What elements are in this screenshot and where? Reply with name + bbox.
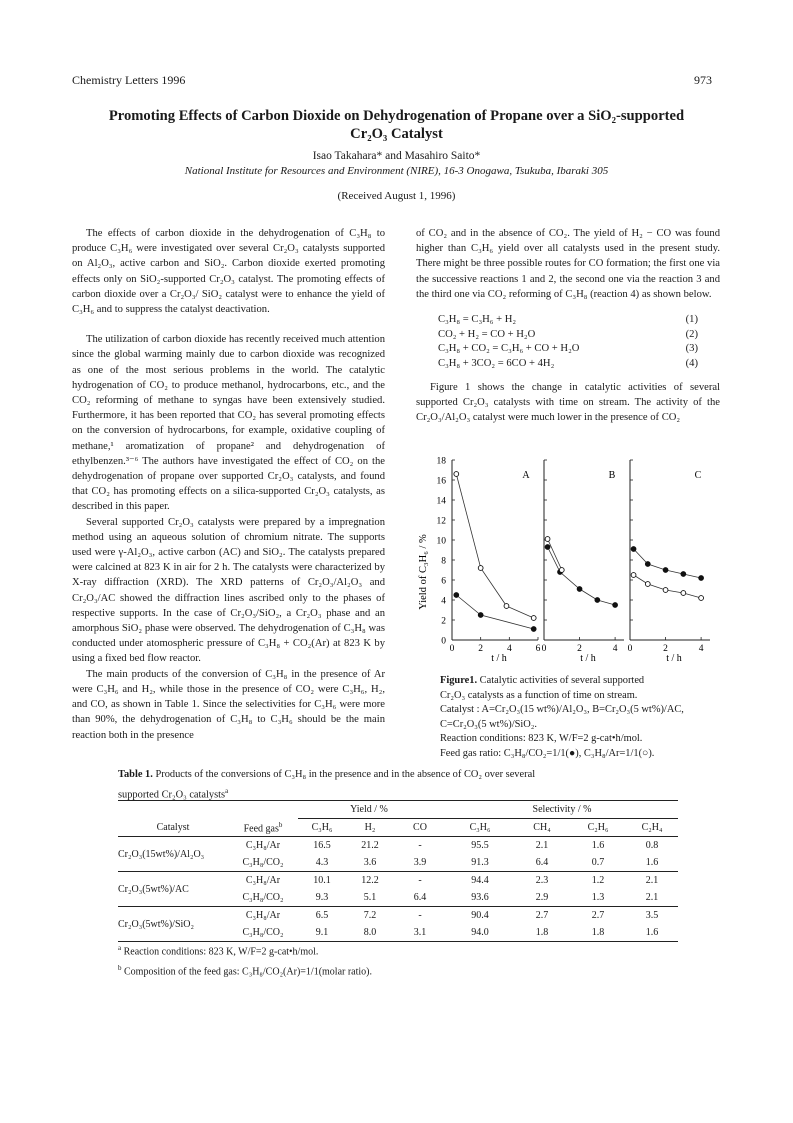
series-line <box>548 539 562 570</box>
data-point-filled <box>699 576 704 581</box>
table-caption-line: supported Cr₂O₃ catalysts <box>118 789 226 801</box>
feed-gas-cell: C₃H₈/Ar <box>245 910 281 921</box>
data-point-filled <box>613 603 618 608</box>
data-point-filled <box>454 593 459 598</box>
y-tick-label: 16 <box>436 476 446 487</box>
data-point-filled <box>478 613 483 618</box>
data-point-filled <box>663 568 668 573</box>
table-column-header-row <box>118 819 678 837</box>
data-point-open <box>645 582 650 587</box>
column-header: CO <box>413 822 427 833</box>
value-cell: 2.7 <box>535 910 549 921</box>
page-number: 973 <box>694 73 712 87</box>
y-tick-label: 18 <box>436 456 446 467</box>
catalyst-column-header: Catalyst <box>156 821 190 833</box>
value-cell: 1.2 <box>591 875 605 886</box>
value-cell: 1.6 <box>645 927 659 938</box>
feed-gas-cell: C₃H₈/Ar <box>245 840 281 851</box>
data-point-filled <box>577 587 582 592</box>
feed-gas-cell: C₃H₈/Ar <box>245 875 281 886</box>
value-cell: 94.0 <box>471 927 489 938</box>
value-cell: 21.2 <box>361 840 379 851</box>
table-caption-line: Products of the conversions of C₃H₈ in the presence and in the absence of CO₂ over several <box>155 769 536 780</box>
value-cell: 3.9 <box>413 857 427 868</box>
figure-1-chart <box>410 452 720 674</box>
feed-column-header: Feed gas$^b$ <box>243 820 283 834</box>
paper-title <box>60 107 733 143</box>
value-cell: - <box>418 910 422 921</box>
data-point-open <box>559 568 564 573</box>
value-cell: 7.2 <box>363 910 377 921</box>
y-tick-label: 0 <box>441 636 446 647</box>
data-point-filled <box>545 545 550 550</box>
x-tick-label: 0 <box>449 644 455 654</box>
journal-name: Chemistry Letters 1996 <box>72 73 186 87</box>
column-header: H₂ <box>364 822 376 833</box>
received-date: (Received August 1, 1996) <box>337 190 456 202</box>
figure-caption <box>440 674 730 761</box>
x-axis-label: t / h <box>491 653 507 664</box>
chart-panel-a <box>450 460 541 664</box>
y-tick-label: 10 <box>436 536 446 547</box>
panel-label: C <box>694 470 702 481</box>
value-cell: 2.7 <box>591 910 605 921</box>
equation-text: C₃H₈ + 3CO₂ = 6CO + 4H₂ <box>438 358 555 370</box>
y-tick-label: 8 <box>441 556 446 567</box>
catalyst-cell: Cr₂O₃(5wt%)/AC <box>118 883 189 895</box>
value-cell: 90.4 <box>471 910 489 921</box>
data-point-open <box>531 616 536 621</box>
series-line <box>634 575 702 598</box>
catalyst-cell: Cr₂O₃(5wt%)/SiO₂ <box>118 918 195 930</box>
value-cell: 4.3 <box>315 857 329 868</box>
caption-line: Catalyst : A=Cr₂O₃(15 wt%)/Al₂O₃, B=Cr₂O₃(5 wt%)/AC, <box>440 704 684 715</box>
data-point-filled <box>531 627 536 632</box>
equation-row <box>438 312 698 327</box>
value-cell: 1.6 <box>591 840 605 851</box>
right-paragraph-2: Figure 1 shows the change in catalytic activities of several supported Cr₂O₃ catalysts with time on stream. The activity of the Cr₂O₃/Al₂O₃ catalyst were much lower in the presence of CO₂ <box>416 381 720 424</box>
value-cell: 1.8 <box>591 927 605 938</box>
equation-number: (1) <box>685 314 698 326</box>
results-table-body <box>118 800 678 942</box>
table-caption <box>118 766 535 803</box>
x-tick-label: 4 <box>698 644 704 654</box>
value-cell: 2.1 <box>645 875 659 886</box>
caption-line: C=Cr₂O₃(5 wt%)/SiO₂. <box>440 718 537 730</box>
methods-paragraph: Several supported Cr₂O₃ catalysts were prepared by a impregnation method using an aqueous solution of chromium nitrate. The supports used were γ-Al₂O₃, active carbon (AC) and SiO₂. The catalysts prepared were calcined at 823 K in air for 2 h. The catalysts were characterized by X-ray diffraction (XRD). The XRD patterns of Cr₂O₃/Al₂O₃ and Cr₂O₃/AC showed the diffraction lines ascribed only to the phases of respective supports. In the case of Cr₂O₃/SiO₂, a Cr₂O₃ phase and an amorphous SiO₂ phase were observed. The dehydrogenation of C₃H₈ was conducted under atomospheric pressure of C₃H₈ + CO₂(Ar) at 823 K by using a fixed bed flow reactor. <box>72 516 385 665</box>
column-header: C₃H₆ <box>469 822 491 833</box>
caption-line: Catalytic activities of several supported <box>479 675 645 686</box>
title-line-2: Cr₂O₃ Catalyst <box>350 126 443 142</box>
value-cell: 6.4 <box>413 892 427 903</box>
value-cell: 3.1 <box>413 927 427 938</box>
panel-label: B <box>608 470 616 481</box>
panel-label: A <box>522 470 530 481</box>
y-tick-label: 6 <box>441 576 446 587</box>
value-cell: 2.1 <box>645 892 659 903</box>
value-cell: 3.5 <box>645 910 659 921</box>
figure-caption-label: Figure1. <box>440 675 478 686</box>
value-cell: 6.4 <box>535 857 549 868</box>
table-row <box>118 837 678 855</box>
value-cell: 9.3 <box>315 892 329 903</box>
value-cell: 6.5 <box>315 910 329 921</box>
value-cell: - <box>418 840 422 851</box>
data-point-open <box>699 596 704 601</box>
series-line <box>456 595 533 629</box>
value-cell: 8.0 <box>363 927 377 938</box>
x-tick-label: 2 <box>478 644 484 654</box>
footnote-marker: b <box>278 820 283 829</box>
y-tick-label: 12 <box>436 516 446 527</box>
y-tick-label: 4 <box>441 596 446 607</box>
footnote-marker: a <box>118 944 122 952</box>
footnote-marker: b <box>118 964 122 972</box>
value-cell: 3.6 <box>363 857 377 868</box>
x-tick-label: 4 <box>506 644 512 654</box>
chart-panel-c <box>628 460 710 664</box>
selectivity-group-header: Selectivity / % <box>446 801 678 819</box>
left-column <box>72 226 385 743</box>
equation-number: (3) <box>685 343 698 355</box>
value-cell: 2.3 <box>535 875 549 886</box>
value-cell: 94.4 <box>471 875 489 886</box>
data-point-filled <box>645 562 650 567</box>
value-cell: 95.5 <box>471 840 489 851</box>
feed-gas-cell: C₃H₈/CO₂ <box>242 927 284 938</box>
data-point-open <box>504 604 509 609</box>
value-cell: 9.1 <box>315 927 329 938</box>
results-paragraph: The main products of the conversion of C₃H₈ in the presence of Ar were C₃H₆ and H₂, while those in the presence of CO₂ were C₃H₆, H₂, and CO, as shown in Table 1. Since the selectivities for C₃H₆ were more than 90%, the dehydrogenation of C₃H₈ to C₃H₆ should be the main reaction both in the presence <box>72 668 385 741</box>
right-paragraph-1: of CO₂ and in the absence of CO₂. The yield of H₂ − CO was found higher than C₃H₆ yield over all catalysts used in the present study. There might be three possible routes for CO formation; the first one via the successive reactions 1 and 2, the second one via the reaction 3 and the third one via CO₂ reforming of C₃H₈ (reaction 4) as shown below. <box>416 228 720 300</box>
data-point-open <box>681 591 686 596</box>
x-tick-label: 6 <box>535 644 541 654</box>
y-tick-label: 2 <box>441 616 446 627</box>
series-line <box>634 549 702 578</box>
value-cell: 0.8 <box>645 840 659 851</box>
abstract: The effects of carbon dioxide in the dehydrogenation of C₃H₈ to produce C₃H₆ were investigated over several Cr₂O₃ catalysts supported on Al₂O₃, active carbon and SiO₂. Carbon dioxide exerted promoting effects only on SiO₂-supported Cr₂O₃ catalyst. The promoting effects of carbon dioxide over a Cr₂O₃/ SiO₂ catalyst were to enhance the yield of C₃H₆ and to suppress the catalyst deactivation. <box>72 228 385 316</box>
caption-line: Reaction conditions: 823 K, W/F=2 g-cat•h/mol. <box>440 733 643 744</box>
x-tick-label: 0 <box>627 644 633 654</box>
data-point-filled <box>681 572 686 577</box>
x-axis-label: t / h <box>666 653 682 664</box>
table-row <box>118 907 678 925</box>
affiliation: National Institute for Resources and Environment (NIRE), 16-3 Onogawa, Tsukuba, Ibaraki 305 <box>184 165 609 177</box>
caption-line: Feed gas ratio: C₃H₈/CO₂=1/1(●), C₃H₈/Ar=1/1(○). <box>440 747 655 759</box>
value-cell: 10.1 <box>313 875 331 886</box>
right-column <box>416 226 720 425</box>
yield-group-header: Yield / % <box>298 801 446 819</box>
value-cell: 5.1 <box>363 892 377 903</box>
value-cell: 16.5 <box>313 840 331 851</box>
equation-text: CO₂ + H₂ = CO + H₂O <box>438 328 536 340</box>
value-cell: 0.7 <box>591 857 605 868</box>
table-caption-label: Table 1. <box>118 769 153 780</box>
y-tick-label: 14 <box>436 496 446 507</box>
footnote-marker: a <box>225 787 229 795</box>
data-point-open <box>454 472 459 477</box>
value-cell: - <box>418 875 422 886</box>
data-point-open <box>663 588 668 593</box>
column-header: C₃H₆ <box>311 822 333 833</box>
caption-line: Cr₂O₃ catalysts as a function of time on stream. <box>440 689 638 701</box>
feed-gas-cell: C₃H₈/CO₂ <box>242 892 284 903</box>
data-point-filled <box>595 598 600 603</box>
data-point-filled <box>631 547 636 552</box>
x-axis-label: t / h <box>580 653 596 664</box>
data-point-open <box>478 566 483 571</box>
y-axis-label: Yield of C₃H₆ / % <box>418 534 429 610</box>
equation-row <box>438 327 698 342</box>
table-footnote-b: $^b$ Composition of the feed gas: C₃H₈/CO₂(Ar)=1/1(molar ratio). <box>118 964 372 978</box>
x-tick-label: 2 <box>577 644 582 654</box>
equation-text: C₃H₈ + CO₂ = C₃H₆ + CO + H₂O <box>438 343 580 355</box>
equation-number: (2) <box>685 328 698 340</box>
column-header: C₂H₄ <box>641 822 663 833</box>
column-header: CH₄ <box>533 822 551 833</box>
value-cell: 91.3 <box>471 857 489 868</box>
equation-number: (4) <box>685 358 698 370</box>
equation-row <box>438 341 698 356</box>
value-cell: 1.3 <box>591 892 605 903</box>
intro-paragraph: The utilization of carbon dioxide has recently received much attention since the global warming mainly due to carbon dioxide was recognized as one of the most serious problems in the world. The catalytic hydrogenation of CO₂ to produce methanol, hydrocarbons, etc., and the CO₂ reforming of methane to syngas have been extensively studied. Furthermore, it has been reported that CO₂ has several promoting effects on the conversion of hydrocarbons, for example, oxidative coupling of methane,¹ aromatization of propane² and dehydrogenation of ethylbenzen.³⁻⁶ The authors have investigated the effect of CO₂ on the dehydrogenation of propane over supported Cr₂O₃ catalysts, and found that CO₂ has promoting effects on a silica-supported Cr₂O₃ catalysts, as described in this paper. <box>72 334 385 513</box>
value-cell: 12.2 <box>361 875 379 886</box>
value-cell: 93.6 <box>471 892 489 903</box>
table-footnote-a: $^a$ Reaction conditions: 823 K, W/F=2 g-cat•h/mol. <box>118 944 319 958</box>
equation-text: C₃H₈ = C₃H₆ + H₂ <box>438 314 517 326</box>
data-point-open <box>631 573 636 578</box>
title-line-1: Promoting Effects of Carbon Dioxide on Dehydrogenation of Propane over a SiO₂-supported <box>108 108 685 124</box>
x-tick-label: 0 <box>541 644 547 654</box>
series-line <box>456 474 533 618</box>
value-cell: 2.1 <box>535 840 549 851</box>
catalyst-cell: Cr₂O₃(15wt%)/Al₂O₃ <box>118 848 205 860</box>
x-tick-label: 2 <box>663 644 668 654</box>
value-cell: 1.8 <box>535 927 549 938</box>
chart-panel-b <box>542 460 624 664</box>
table-row <box>118 872 678 890</box>
equation-row <box>438 356 698 371</box>
value-cell: 2.9 <box>535 892 549 903</box>
value-cell: 1.6 <box>645 857 659 868</box>
series-line <box>548 547 616 605</box>
feed-gas-cell: C₃H₈/CO₂ <box>242 857 284 868</box>
data-point-open <box>545 537 550 542</box>
column-header: C₂H₆ <box>587 822 609 833</box>
table-header-row <box>118 801 678 819</box>
x-tick-label: 4 <box>612 644 618 654</box>
authors: Isao Takahara* and Masahiro Saito* <box>312 150 481 162</box>
equations-block <box>438 312 698 371</box>
